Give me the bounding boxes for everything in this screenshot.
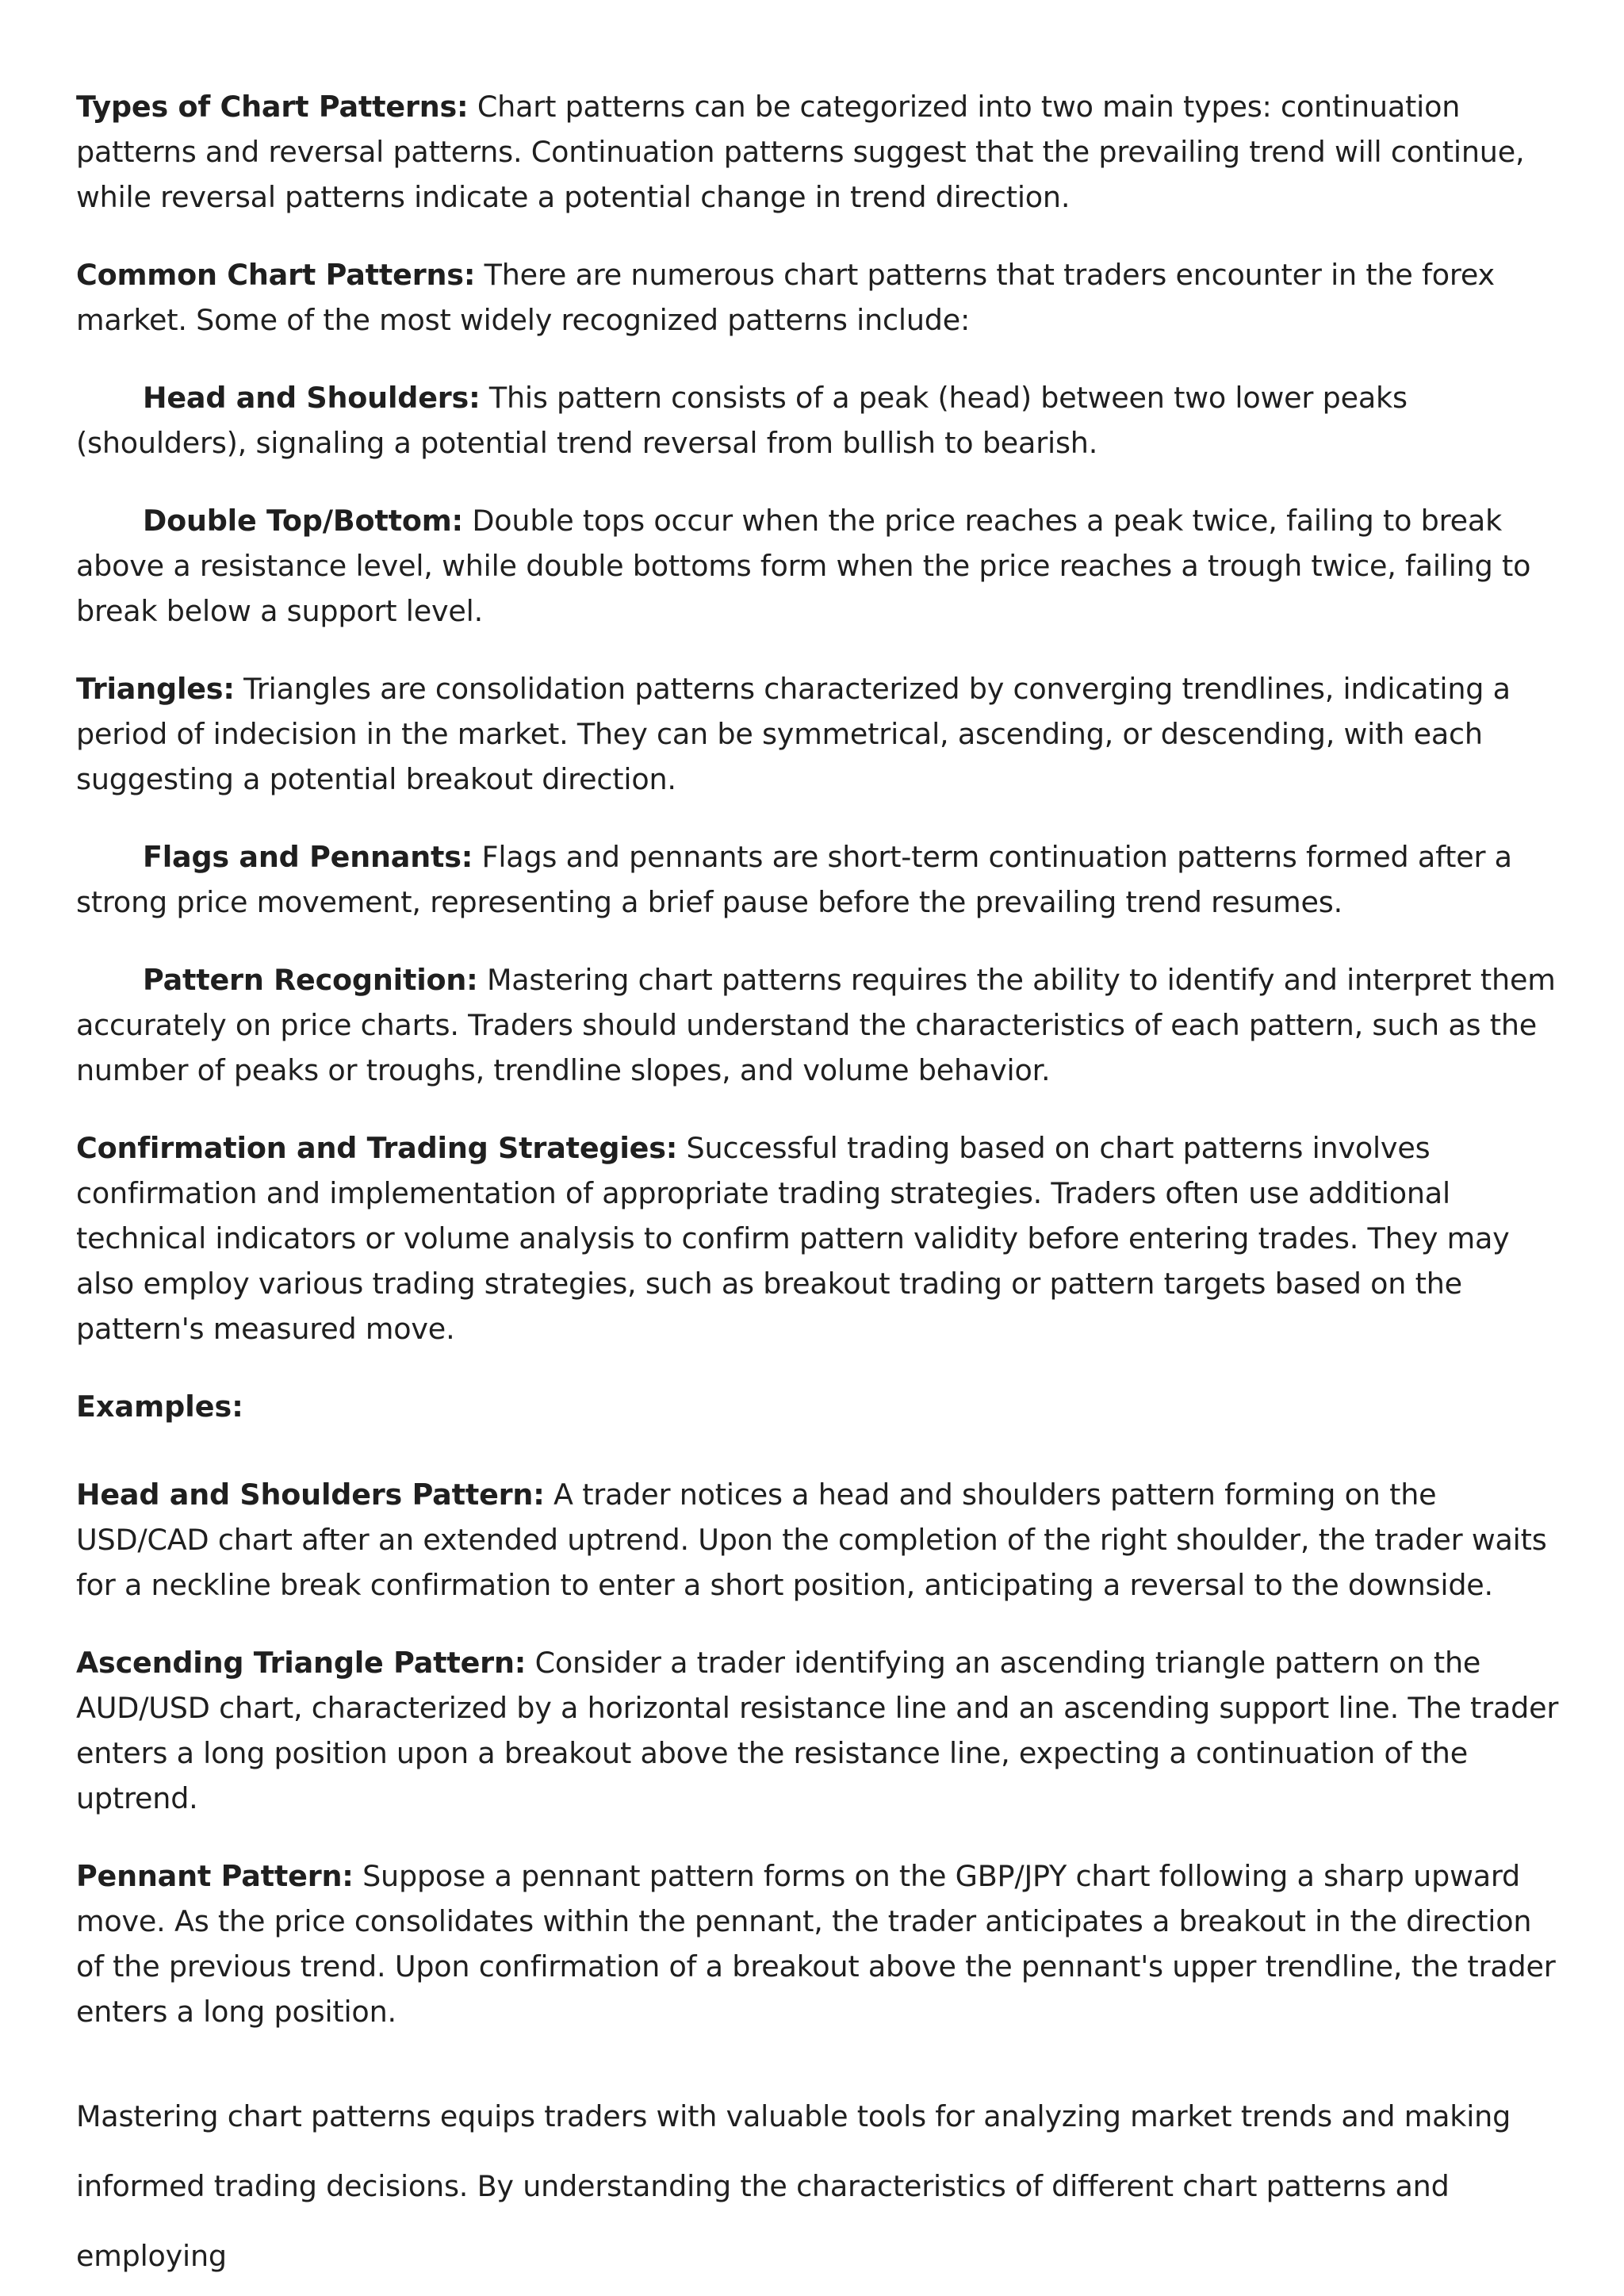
example-pennant [76, 1853, 1564, 2034]
paragraph-types-of-chart-patterns [76, 84, 1564, 220]
paragraph-heading: Triangles: [76, 672, 235, 706]
paragraph-heading: Pattern Recognition: [143, 963, 478, 997]
example-heading: Head and Shoulders Pattern: [76, 1478, 545, 1512]
paragraph-heading: Confirmation and Trading Strategies: [76, 1131, 678, 1165]
example-head-and-shoulders [76, 1472, 1564, 1608]
paragraph-body: Flags and pennants are short-term continuation patterns formed after a strong price movement, representing a brief pause before the prevailing trend resumes. [76, 840, 1512, 919]
examples-heading: Examples: [76, 1389, 243, 1424]
paragraph-heading: Common Chart Patterns: [76, 258, 476, 292]
paragraph-common-chart-patterns [76, 252, 1564, 343]
closing-line-1: Mastering chart patterns equips traders with valuable tools for analyzing market trends and making [76, 2099, 1511, 2133]
paragraph-body: Mastering chart patterns requires the ability to identify and interpret them accurately on price charts. Traders should understand the characteristics of each pattern, such as the number of peaks or troughs, trendline slopes, and volume behavior. [76, 963, 1556, 1087]
paragraph-heading: Head and Shoulders: [143, 381, 481, 415]
example-heading: Pennant Pattern: [76, 1859, 354, 1893]
paragraph-heading: Double Top/Bottom: [143, 504, 463, 538]
paragraph-double-top-bottom [76, 498, 1564, 634]
document-page [76, 84, 1564, 2291]
example-ascending-triangle [76, 1640, 1564, 1821]
paragraph-triangles [76, 666, 1564, 802]
paragraph-body: Chart patterns can be categorized into two main types: continuation patterns and reversal patterns. Continuation patterns suggest that the prevailing trend will continue, while reversal patterns indicate a potential change in trend direction. [76, 90, 1525, 214]
example-body: Consider a trader identifying an ascending triangle pattern on the AUD/USD chart, characterized by a horizontal resistance line and an ascending support line. The trader enters a long position upon a breakout above the resistance line, expecting a continuation of the uptrend. [76, 1646, 1559, 1815]
paragraph-body: There are numerous chart patterns that traders encounter in the forex market. Some of the most widely recognized patterns include: [76, 258, 1495, 337]
paragraph-heading: Flags and Pennants: [143, 840, 473, 874]
paragraph-confirmation-and-trading-strategies [76, 1125, 1564, 1351]
paragraph-body: Triangles are consolidation patterns characterized by converging trendlines, indicating a period of indecision in the market. They can be symmetrical, ascending, or descending, with each suggesting a potential breakout direction. [76, 672, 1511, 796]
example-heading: Ascending Triangle Pattern: [76, 1646, 527, 1680]
paragraph-body: Double tops occur when the price reaches a peak twice, failing to break above a resistance level, while double bottoms form when the price reaches a trough twice, failing to break below a support level. [76, 504, 1531, 628]
paragraph-pattern-recognition [76, 957, 1564, 1093]
paragraph-head-and-shoulders [76, 375, 1564, 466]
paragraph-body: This pattern consists of a peak (head) between two lower peaks (shoulders), signaling a potential trend reversal from bullish to bearish. [76, 381, 1408, 460]
paragraph-heading: Types of Chart Patterns: [76, 90, 469, 124]
example-body: Suppose a pennant pattern forms on the GBP/JPY chart following a sharp upward move. As the price consolidates within the pennant, the trader anticipates a breakout in the direction of the previous trend. Upon confirmation of a breakout above the pennant's upper trendline, the trader enters a long position. [76, 1859, 1556, 2029]
closing-line-2: informed trading decisions. By understanding the characteristics of different chart patterns and employing [76, 2169, 1450, 2273]
example-body: A trader notices a head and shoulders pattern forming on the USD/CAD chart after an extended uptrend. Upon the completion of the right shoulder, the trader waits for a neckline break confirmation to enter a short position, anticipating a reversal to the downside. [76, 1478, 1547, 1602]
paragraph-flags-and-pennants [76, 834, 1564, 925]
paragraph-body: Successful trading based on chart patterns involves confirmation and implementation of appropriate trading strategies. Traders often use additional technical indicators or volume analysis to confirm pattern validity before entering trades. They may also employ various trading strategies, such as breakout trading or pattern targets based on the pattern's measured move. [76, 1131, 1510, 1346]
